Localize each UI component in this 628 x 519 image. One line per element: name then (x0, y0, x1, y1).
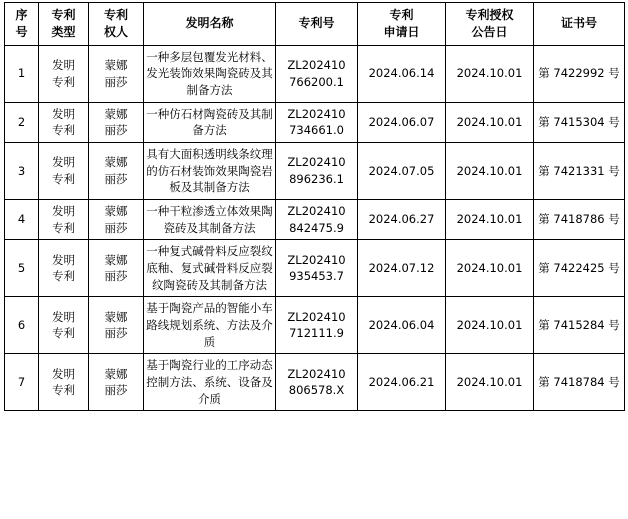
cell-invention-name: 一种仿石材陶瓷砖及其制备方法 (144, 102, 276, 142)
cell-owner-line-2: 丽莎 (104, 74, 128, 89)
cell-patent-number-line-1: ZL202410 (287, 106, 346, 121)
cell-owner-line-2: 丽莎 (104, 171, 128, 186)
column-header-grant-date-line-1: 专利授权 (465, 8, 514, 22)
cell-type-line-1: 发明 (52, 366, 75, 381)
column-header-apply-date-line-2: 申请日 (383, 24, 420, 39)
cell-grant-date: 2024.10.01 (446, 297, 534, 354)
cell-patent-number (276, 297, 358, 354)
table-row (5, 297, 625, 354)
cell-patent-number-line-2: 842475.9 (289, 220, 344, 235)
cell-owner (89, 240, 144, 297)
column-header-name (144, 3, 276, 46)
cell-invention-name: 基于陶瓷行业的工序动态控制方法、系统、设备及介质 (144, 354, 276, 411)
cell-patent-number-line-1: ZL202410 (287, 366, 346, 381)
table-header-row (5, 3, 625, 46)
cell-type (39, 142, 89, 199)
cell-seq: 5 (5, 240, 39, 297)
cell-grant-date: 2024.10.01 (446, 240, 534, 297)
column-header-owner-line-1: 专利 (103, 8, 128, 22)
patent-table-container (0, 2, 628, 519)
cell-patent-number-line-1: ZL202410 (287, 309, 346, 324)
cell-grant-date: 2024.10.01 (446, 102, 534, 142)
column-header-grant-date (446, 3, 534, 46)
table-row (5, 45, 625, 102)
column-header-certificate-line-1: 证书号 (560, 16, 597, 31)
cell-seq: 7 (5, 354, 39, 411)
cell-patent-number-line-2: 896236.1 (289, 171, 344, 186)
cell-owner-line-1: 蒙娜 (104, 155, 128, 170)
cell-owner-line-2: 丽莎 (104, 123, 128, 138)
cell-seq: 4 (5, 199, 39, 239)
cell-type-line-1: 发明 (52, 155, 75, 170)
cell-apply-date: 2024.06.27 (358, 199, 446, 239)
column-header-seq-line-1: 序 (15, 8, 28, 22)
cell-type (39, 297, 89, 354)
cell-type-line-2: 专利 (52, 269, 75, 284)
cell-patent-number (276, 354, 358, 411)
cell-patent-number (276, 199, 358, 239)
cell-grant-date: 2024.10.01 (446, 354, 534, 411)
cell-seq: 3 (5, 142, 39, 199)
table-row (5, 102, 625, 142)
cell-type-line-2: 专利 (52, 74, 75, 89)
cell-type-line-1: 发明 (52, 309, 75, 324)
cell-patent-number-line-2: 712111.9 (289, 326, 344, 341)
cell-owner-line-1: 蒙娜 (104, 366, 128, 381)
column-header-grant-date-line-2: 公告日 (471, 24, 508, 39)
patent-list-table (4, 2, 625, 411)
cell-patent-number (276, 240, 358, 297)
cell-type-line-2: 专利 (52, 123, 75, 138)
column-header-apply-date (358, 3, 446, 46)
cell-type-line-2: 专利 (52, 326, 75, 341)
column-header-certificate (534, 3, 625, 46)
column-header-owner-line-2: 权人 (103, 24, 128, 39)
cell-owner-line-2: 丽莎 (104, 269, 128, 284)
cell-type-line-2: 专利 (52, 171, 75, 186)
cell-certificate-number: 第 7422425 号 (534, 240, 625, 297)
cell-type (39, 354, 89, 411)
column-header-type-line-2: 类型 (51, 24, 76, 39)
cell-owner-line-1: 蒙娜 (104, 203, 128, 218)
table-row (5, 354, 625, 411)
column-header-name-line-1: 发明名称 (185, 16, 234, 31)
cell-owner (89, 354, 144, 411)
cell-certificate-number: 第 7422992 号 (534, 45, 625, 102)
cell-owner (89, 297, 144, 354)
cell-type (39, 199, 89, 239)
cell-seq: 1 (5, 45, 39, 102)
column-header-seq (5, 3, 39, 46)
cell-owner (89, 199, 144, 239)
column-header-number (276, 3, 358, 46)
cell-patent-number-line-1: ZL202410 (287, 203, 346, 218)
cell-invention-name: 一种干粒渗透立体效果陶瓷砖及其制备方法 (144, 199, 276, 239)
cell-owner-line-1: 蒙娜 (104, 57, 128, 72)
column-header-type-line-1: 专利 (51, 8, 76, 22)
cell-type-line-2: 专利 (52, 220, 75, 235)
cell-certificate-number: 第 7415304 号 (534, 102, 625, 142)
cell-type (39, 45, 89, 102)
cell-seq: 6 (5, 297, 39, 354)
cell-grant-date: 2024.10.01 (446, 45, 534, 102)
cell-grant-date: 2024.10.01 (446, 142, 534, 199)
cell-owner-line-1: 蒙娜 (104, 106, 128, 121)
cell-owner (89, 142, 144, 199)
cell-invention-name: 基于陶瓷产品的智能小车路线规划系统、方法及介质 (144, 297, 276, 354)
column-header-apply-date-line-1: 专利 (389, 8, 414, 22)
cell-type-line-1: 发明 (52, 252, 75, 267)
table-body (5, 45, 625, 411)
cell-owner-line-1: 蒙娜 (104, 309, 128, 324)
cell-patent-number-line-2: 935453.7 (289, 269, 344, 284)
cell-patent-number-line-1: ZL202410 (287, 252, 346, 267)
cell-type-line-1: 发明 (52, 203, 75, 218)
cell-certificate-number: 第 7418786 号 (534, 199, 625, 239)
cell-patent-number (276, 102, 358, 142)
table-row (5, 240, 625, 297)
cell-owner-line-2: 丽莎 (104, 326, 128, 341)
cell-invention-name: 一种复式碱骨料反应裂纹底釉、复式碱骨料反应裂纹陶瓷砖及其制备方法 (144, 240, 276, 297)
cell-patent-number-line-1: ZL202410 (287, 57, 346, 72)
cell-owner-line-1: 蒙娜 (104, 252, 128, 267)
cell-apply-date: 2024.06.21 (358, 354, 446, 411)
cell-certificate-number: 第 7421331 号 (534, 142, 625, 199)
cell-patent-number-line-2: 766200.1 (289, 74, 344, 89)
cell-invention-name: 一种多层包覆发光材料、发光装饰效果陶瓷砖及其制备方法 (144, 45, 276, 102)
cell-apply-date: 2024.06.07 (358, 102, 446, 142)
cell-grant-date: 2024.10.01 (446, 199, 534, 239)
table-row (5, 142, 625, 199)
column-header-owner (89, 3, 144, 46)
cell-apply-date: 2024.07.05 (358, 142, 446, 199)
table-header (5, 3, 625, 46)
cell-type-line-2: 专利 (52, 383, 75, 398)
cell-type (39, 102, 89, 142)
cell-owner (89, 45, 144, 102)
cell-patent-number-line-2: 734661.0 (289, 123, 344, 138)
column-header-seq-line-2: 号 (15, 24, 28, 39)
cell-invention-name: 具有大面积透明线条纹理的仿石材装饰效果陶瓷岩板及其制备方法 (144, 142, 276, 199)
cell-seq: 2 (5, 102, 39, 142)
cell-patent-number (276, 45, 358, 102)
cell-patent-number-line-2: 806578.X (288, 383, 345, 398)
cell-patent-number (276, 142, 358, 199)
column-header-type (39, 3, 89, 46)
cell-owner (89, 102, 144, 142)
cell-apply-date: 2024.06.14 (358, 45, 446, 102)
cell-apply-date: 2024.07.12 (358, 240, 446, 297)
cell-type-line-1: 发明 (52, 106, 75, 121)
table-row (5, 199, 625, 239)
cell-type (39, 240, 89, 297)
cell-owner-line-2: 丽莎 (104, 220, 128, 235)
cell-type-line-1: 发明 (52, 57, 75, 72)
cell-certificate-number: 第 7415284 号 (534, 297, 625, 354)
cell-certificate-number: 第 7418784 号 (534, 354, 625, 411)
cell-owner-line-2: 丽莎 (104, 383, 128, 398)
column-header-number-line-1: 专利号 (298, 16, 335, 31)
cell-apply-date: 2024.06.04 (358, 297, 446, 354)
cell-patent-number-line-1: ZL202410 (287, 155, 346, 170)
